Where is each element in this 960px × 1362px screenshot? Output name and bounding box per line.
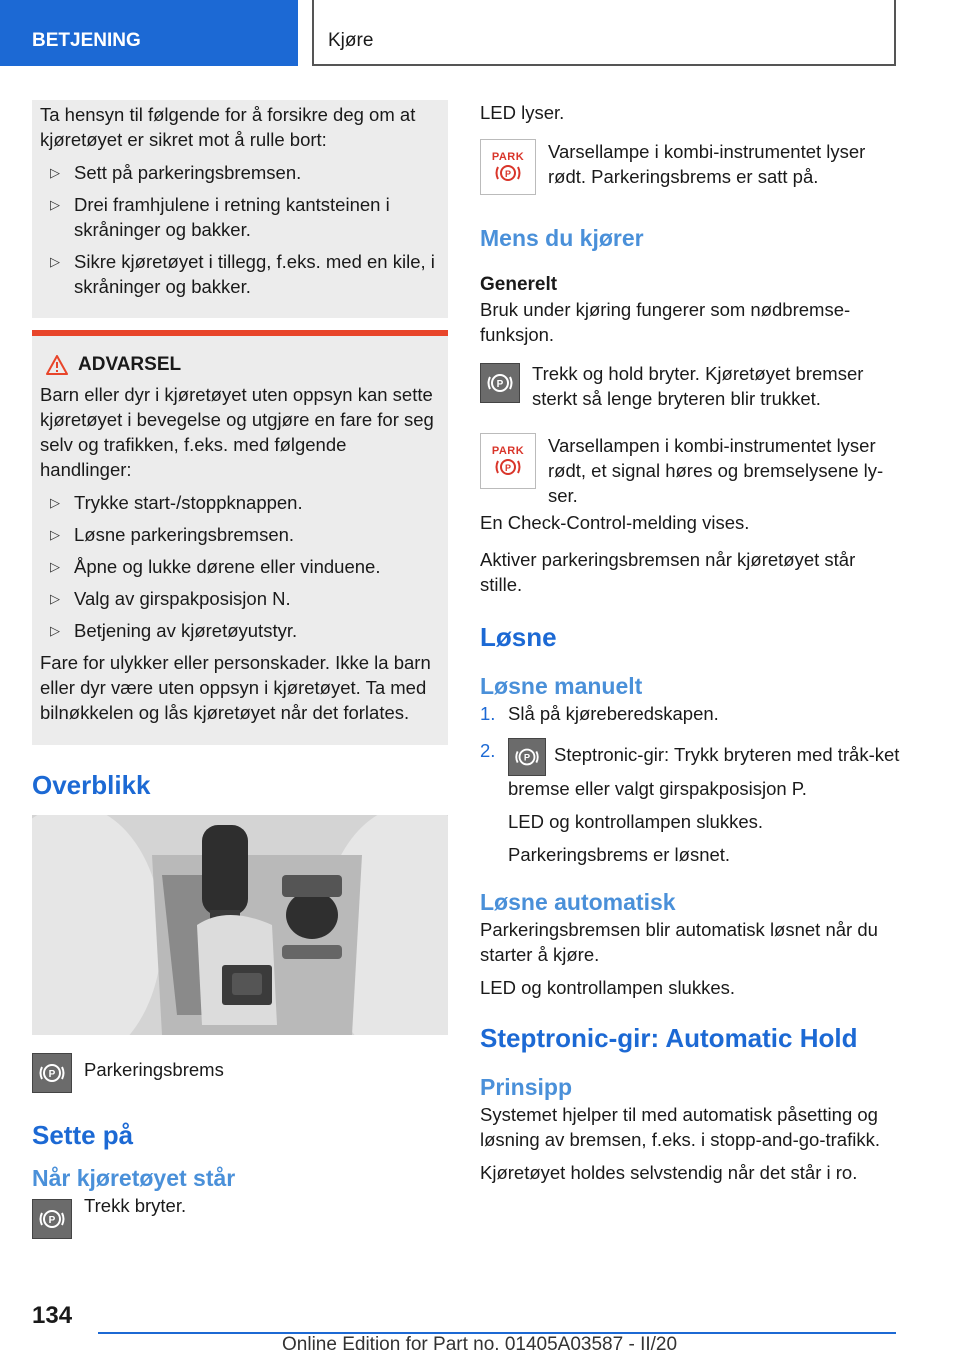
hold-heading: Steptronic-gir: Automatic Hold	[480, 1023, 858, 1053]
step2-sub1: LED og kontrollampen slukkes.	[508, 811, 764, 832]
list-item: ▷ Åpne og lukke dørene eller vinduene.	[50, 556, 381, 577]
indicator-text-2: Varsellampen i kombi-instrumentet lyser rødt, et signal høres og bremselysene ly-ser.	[548, 435, 884, 506]
apply-heading: Sette på	[32, 1120, 134, 1150]
edition-text: Online Edition for Part no. 01405A03587 - II/20	[282, 1334, 678, 1355]
step2-sub2: Parkeringsbrems er løsnet.	[508, 844, 731, 865]
svg-text:P: P	[504, 169, 512, 179]
chapter-title: Kjøre	[312, 0, 896, 66]
warning-closing: Fare for ulykker eller personskader. Ikke la barn eller dyr være uten oppsyn i kjøretøyet. Ta med bilnøkkelen og lås kjøretøyet når det forlates.	[40, 652, 431, 723]
overview-caption: Parkeringsbrems	[84, 1059, 224, 1080]
list-item: 2. P Steptronic-gir: Trykk bryteren med tråk-ket bremse eller valgt girspakposisjon P. LED og kontrollampen slukkes. Parkeringsbrems er løsnet.	[480, 740, 900, 865]
principle-heading: Prinsipp	[480, 1074, 573, 1100]
pull-switch-row	[32, 1193, 448, 1239]
stationary-text: Trekk bryter.	[84, 1195, 187, 1216]
triangle-bullet-icon: ▷	[50, 591, 60, 606]
stationary-heading: Når kjøretøyet står	[32, 1165, 236, 1191]
warning-text: Barn eller dyr i kjøretøyet uten oppsyn kan sette kjøretøyet i bevegelse og utgjøre en fare for seg selv og trafikken, f.eks. med følgende handlinger:	[40, 384, 434, 480]
parking-brake-switch-icon	[32, 1053, 72, 1093]
list-item: ▷ Valg av girspakposisjon N.	[50, 588, 291, 609]
triangle-bullet-icon: ▷	[50, 197, 60, 212]
list-item: ▷ Betjening av kjøretøyutstyr.	[50, 620, 298, 641]
list-item: ▷ Drei framhjulene i retning kantsteinen i skråninger og bakker.	[50, 194, 390, 240]
activate-text: Aktiver parkeringsbremsen når kjøretøyet står stille.	[480, 549, 856, 595]
intro-box	[32, 100, 448, 318]
triangle-bullet-icon: ▷	[50, 527, 60, 542]
general-text: Bruk under kjøring fungerer som nødbremse-funksjon.	[480, 299, 851, 345]
release-heading: Løsne	[480, 622, 557, 652]
park-indicator-icon: PARK P	[480, 433, 536, 489]
release-steps	[480, 701, 900, 867]
auto-text: Parkeringsbremsen blir automatisk løsnet når du starter å kjøre.	[480, 919, 878, 965]
parking-brake-switch-icon	[32, 1199, 72, 1239]
led-text: LED lyser.	[480, 102, 565, 123]
parking-brake-switch-icon	[480, 363, 520, 403]
warning-bullet-list	[40, 490, 440, 643]
right-column	[480, 100, 900, 1185]
overview-heading: Overblikk	[32, 770, 151, 800]
list-item: ▷ Trykke start-/stoppknappen.	[50, 492, 303, 513]
pull-hold-text: Trekk og hold bryter. Kjøretøyet bremser sterkt så lenge bryteren blir trukket.	[532, 363, 864, 409]
indicator-text-1: Varsellampe i kombi-instrumentet lyser rødt. Parkeringsbrems er satt på.	[548, 141, 866, 187]
svg-text:P: P	[48, 1069, 56, 1080]
svg-text:P: P	[504, 463, 512, 473]
warning-title: ADVARSEL	[46, 354, 440, 376]
list-item: ▷ Løsne parkeringsbremsen.	[50, 524, 295, 545]
parking-brake-caption-row	[32, 1053, 448, 1093]
triangle-bullet-icon: ▷	[50, 623, 60, 638]
check-control-text: En Check-Control-melding vises.	[480, 512, 750, 533]
list-item: ▷ Sett på parkeringsbremsen.	[50, 162, 302, 183]
manual-heading: Løsne manuelt	[480, 673, 643, 699]
park-indicator-icon: PARK P	[480, 139, 536, 195]
indicator-row-1	[480, 139, 900, 195]
principle-text: Systemet hjelper til med automatisk påsetting og løsning av bremsen, f.eks. i stopp-and-go-trafikk.	[480, 1104, 880, 1150]
list-item: ▷ Sikre kjøretøyet i tillegg, f.eks. med en kile, i skråninger og bakker.	[50, 251, 435, 297]
pull-hold-row	[480, 361, 900, 411]
left-column	[32, 100, 448, 1239]
page-number: 134	[32, 1302, 73, 1329]
indicator-row-2	[480, 433, 900, 508]
center-console-illustration	[32, 815, 448, 1035]
intro-bullet-list	[40, 160, 440, 299]
console-photo	[32, 815, 448, 1035]
warning-triangle-icon	[46, 355, 68, 375]
warning-box	[32, 336, 448, 745]
triangle-bullet-icon: ▷	[50, 559, 60, 574]
section-title: BETJENING	[0, 0, 298, 66]
triangle-bullet-icon: ▷	[50, 495, 60, 510]
general-heading: Generelt	[480, 274, 558, 295]
auto-heading: Løsne automatisk	[480, 889, 676, 915]
svg-text:P: P	[48, 1215, 56, 1226]
driving-heading: Mens du kjører	[480, 225, 644, 251]
triangle-bullet-icon: ▷	[50, 254, 60, 269]
intro-text: Ta hensyn til følgende for å forsikre deg om at kjøretøyet er sikret mot å rulle bort:	[40, 104, 416, 150]
svg-text:P: P	[496, 379, 504, 390]
triangle-bullet-icon: ▷	[50, 165, 60, 180]
hold-text: Kjøretøyet holdes selvstendig når det står i ro.	[480, 1162, 858, 1183]
auto-led-text: LED og kontrollampen slukkes.	[480, 977, 736, 998]
parking-brake-switch-icon	[508, 738, 546, 776]
list-item: 1. Slå på kjøreberedskapen.	[480, 703, 719, 724]
svg-text:P: P	[523, 752, 531, 763]
page-header	[0, 0, 960, 66]
